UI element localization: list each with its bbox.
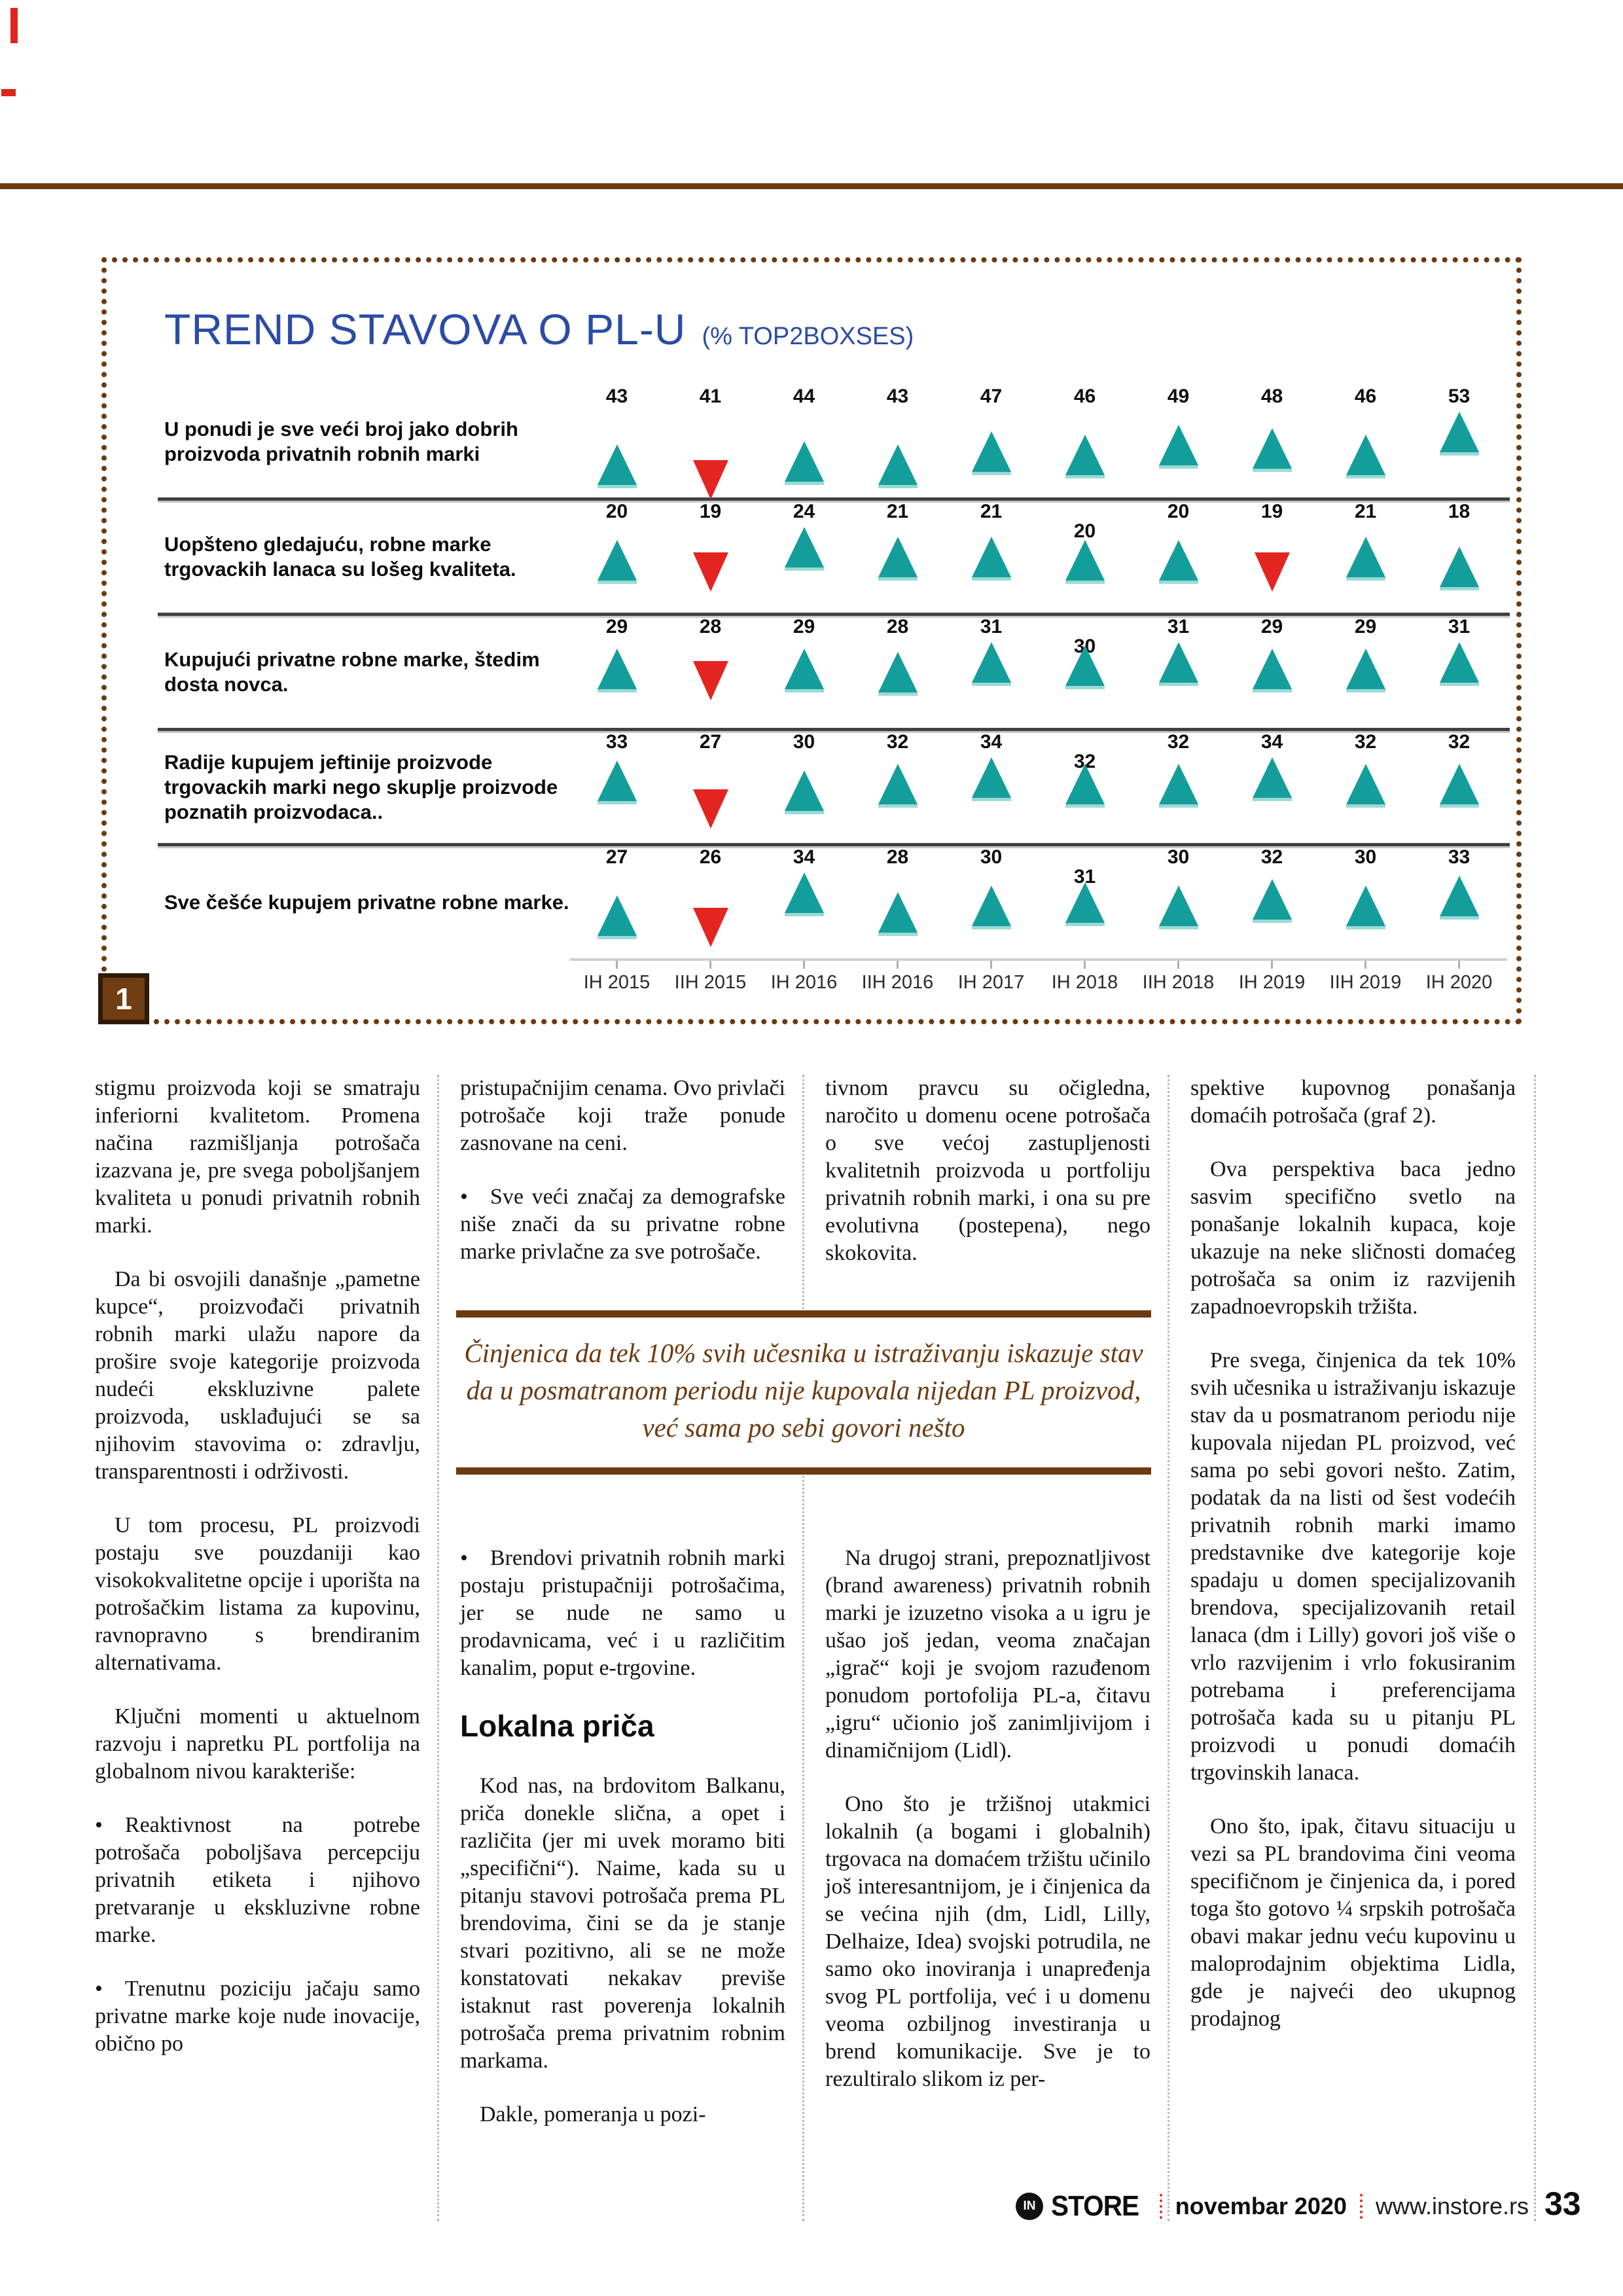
marker-value: 21 (1354, 501, 1377, 522)
up-triangle-icon (1065, 540, 1105, 581)
chart-marker (1412, 501, 1506, 613)
column-divider (1168, 1075, 1169, 2221)
up-triangle-icon (972, 757, 1011, 798)
chart-rows (107, 386, 1516, 958)
chart-marker (1132, 731, 1225, 843)
paragraph: Kod nas, na brdovitom Balkanu, priča donekle slična, a opet i različita (jer mi uvek moramo biti „specifični“). Naime, kada su u pitanju stavovi potrošača prema PL brendovima, čini se da je stanje stvari pozitivno, ali se ne može konstatovati nekakav previše istaknut rast poverenja lokalnih potrošača prema privatnim robnim markama. (460, 1774, 785, 2073)
down-triangle-icon (693, 552, 728, 592)
chart-marker (851, 846, 944, 958)
chart-marker (664, 501, 757, 613)
text-column-2-top (460, 1075, 785, 1292)
marker-value: 32 (1448, 731, 1471, 753)
chart-row (107, 731, 1516, 843)
chart-marker (664, 846, 757, 958)
marker-value: 32 (1354, 731, 1377, 753)
marker-value: 29 (1260, 616, 1283, 637)
pull-quote (456, 1310, 1151, 1475)
marker-value: 44 (793, 386, 815, 407)
marker-value: 34 (1260, 731, 1283, 753)
marker-value: 48 (1260, 386, 1283, 407)
down-triangle-icon (1255, 552, 1290, 592)
chart-marker (1412, 386, 1506, 497)
statement-label: Uopšteno gledajuću, robne marke trgovackih lanaca su lošeg kvaliteta. (164, 532, 516, 581)
chart-marker (1225, 501, 1319, 613)
down-triangle-icon (693, 661, 728, 700)
marker-value: 43 (886, 386, 909, 407)
chart-marker (1412, 846, 1506, 958)
marker-value: 46 (1354, 386, 1377, 407)
section-heading: Lokalna priča (460, 1709, 654, 1743)
up-triangle-icon (1346, 649, 1385, 689)
up-triangle-icon (597, 761, 637, 801)
marker-value: 53 (1448, 386, 1471, 407)
chart-marker (851, 386, 944, 497)
x-axis-label: IH 2018 (1051, 972, 1118, 993)
chart-marker (1319, 616, 1412, 728)
marker-value: 47 (980, 386, 1003, 407)
chart-marker (757, 386, 851, 497)
up-triangle-icon (785, 649, 824, 689)
chart-marker (944, 616, 1038, 728)
paragraph: Ova perspektiva baca jedno sasvim specifično svetlo na ponašanje lokalnih kupaca, koje ukazuje na neke sličnosti domaćeg potrošača sa onim iz razvijenih zapadnoevropskih tržišta. (1190, 1157, 1516, 1319)
paragraph: U tom procesu, PL proizvodi postaju sve pouzdaniji kao visokokvalitetne opcije i uporišta na potrošačkim listama za kupovinu, ravnopravno s brendiranim alternativama. (95, 1513, 420, 1675)
up-triangle-icon (1440, 642, 1479, 683)
column-divider (1534, 1075, 1536, 2221)
footer-divider (1360, 2194, 1363, 2219)
chart-row (107, 501, 1516, 613)
chart-marker (1038, 846, 1132, 958)
marker-value: 32 (1073, 751, 1096, 772)
up-triangle-icon (785, 872, 824, 913)
up-triangle-icon (878, 537, 918, 577)
up-triangle-icon (1440, 876, 1479, 916)
chart-marker (1132, 846, 1225, 958)
up-triangle-icon (972, 431, 1011, 472)
bullet-paragraph: • Sve veći značaj za demografske niše znači da su privatne robne marke privlačne za sve potrošače. (460, 1183, 785, 1266)
paragraph: stigmu proizvoda koji se smatraju inferiorni kvalitetom. Promena načina razmišljanja potrošača izazvana je, pre svega poboljšanjem kvaliteta u ponudi privatnih robnih marki. (95, 1076, 420, 1238)
up-triangle-icon (1065, 764, 1105, 804)
up-triangle-icon (1253, 879, 1292, 920)
up-triangle-icon (878, 444, 918, 485)
chart-marker (1319, 846, 1412, 958)
down-triangle-icon (693, 908, 728, 947)
pull-quote-bottom-rule (456, 1467, 1151, 1475)
up-triangle-icon (1159, 764, 1198, 804)
chart-marker (1038, 616, 1132, 728)
up-triangle-icon (1159, 642, 1198, 683)
marker-value: 34 (793, 846, 815, 868)
marker-value: 20 (1073, 520, 1096, 542)
chart-marker (1132, 501, 1225, 613)
bullet-paragraph: • Brendovi privatnih robnih marki postaju pristupačniji potrošačima, jer se nude ne samo u prodavnicama, već i u različitim kanalim, poput e-trgovine. (460, 1545, 785, 1682)
down-triangle-icon (693, 789, 728, 829)
chart-marker (1225, 846, 1319, 958)
marker-value: 30 (1073, 636, 1096, 657)
paragraph: Dakle, pomeranja u pozi- (480, 2102, 706, 2126)
marker-value: 30 (980, 846, 1003, 868)
up-triangle-icon (1065, 435, 1105, 475)
marker-value: 33 (1448, 846, 1471, 868)
paragraph: tivnom pravcu su očigledna, naročito u domenu ocene potrošača o sve većoj zastupljenosti kvalitetnih proizvoda u portfoliju privatnih robnih marki, i ona su pre evolutivna (postepena), nego skokovita. (825, 1076, 1150, 1265)
x-axis-label: IH 2015 (583, 972, 651, 993)
chart-marker (1225, 616, 1319, 728)
up-triangle-icon (1159, 886, 1198, 926)
chart-marker (944, 501, 1038, 613)
chart-marker (570, 731, 664, 843)
x-axis-label: IH 2020 (1425, 972, 1493, 993)
chart-title-main: TREND STAVOVA O PL-U (164, 305, 687, 353)
marker-value: 33 (605, 731, 628, 753)
marker-value: 30 (1167, 846, 1190, 868)
marker-value: 20 (1167, 501, 1190, 522)
chart-marker (1038, 501, 1132, 613)
chart-row (107, 846, 1516, 958)
chart-marker (944, 731, 1038, 843)
marker-value: 32 (886, 731, 909, 753)
marker-value: 24 (793, 501, 815, 522)
column-divider (802, 1075, 804, 2221)
x-axis-label: IIH 2016 (861, 972, 934, 993)
chart-row (107, 616, 1516, 728)
marker-value: 49 (1167, 386, 1190, 407)
marker-value: 31 (980, 616, 1003, 637)
article-body (0, 1075, 1623, 2246)
marker-value: 21 (886, 501, 909, 522)
up-triangle-icon (1346, 886, 1385, 926)
chart-marker (570, 501, 664, 613)
paragraph: pristupačnijim cenama. Ovo privlači potrošače koji traže ponude zasnovane na ceni. (460, 1076, 785, 1155)
chart-marker (1319, 386, 1412, 497)
marker-value: 34 (980, 731, 1003, 753)
marker-value: 27 (699, 731, 722, 753)
chart-marker (1132, 616, 1225, 728)
pull-quote-text: Činjenica da tek 10% svih učesnika u istraživanju iskazuje stav da u posmatranom periodu nije kupovala nijedan PL proizvod, već sama po sebi govori nešto (464, 1338, 1143, 1443)
chart-marker (664, 731, 757, 843)
crop-mark-horizontal (1, 89, 16, 96)
up-triangle-icon (785, 770, 824, 811)
up-triangle-icon (1253, 428, 1292, 469)
paragraph: Na drugoj strani, prepoznatljivost (brand awareness) privatnih robnih marki je izuzetno visoka a u igru je ušao još jedan, veoma značajan „igrač“ koji je svojom razuđenom ponudom portofolija PL-a, čitavu „igru“ učionio još zanimljivijom i dinamičnijom (Lidl). (825, 1546, 1150, 1763)
marker-value: 46 (1073, 386, 1096, 407)
up-triangle-icon (1346, 764, 1385, 804)
x-axis-labels (570, 972, 1507, 994)
marker-value: 31 (1448, 616, 1471, 637)
up-triangle-icon (972, 537, 1011, 577)
up-triangle-icon (597, 444, 637, 485)
chart-marker (757, 731, 851, 843)
up-triangle-icon (597, 649, 637, 689)
x-axis-label: IIH 2018 (1142, 972, 1215, 993)
chart-marker (570, 616, 664, 728)
paragraph: Ono što je tržišnoj utakmici lokalnih (a bogami i globalnih) trgovaca na domaćem tržištu učinilo još interesantnijom, je i činjenica da se većina njih (dm, Lidl, Lilly, Delhaize, Idea) svojski potrudila, ne samo oko inoviranja i unapređenja svog PL portfolija, već i u domenu veoma ozbiljnog investiranja u brend komunikacije. Sve je to rezultiralo slikom iz per- (825, 1792, 1150, 2091)
marker-value: 26 (699, 846, 722, 868)
up-triangle-icon (1065, 882, 1105, 923)
up-triangle-icon (1253, 757, 1292, 798)
text-column-4 (1190, 1075, 1516, 2059)
up-triangle-icon (597, 895, 637, 936)
down-triangle-icon (693, 460, 728, 499)
marker-value: 21 (980, 501, 1003, 522)
marker-value: 31 (1167, 616, 1190, 637)
marker-value: 32 (1260, 846, 1283, 868)
footer-brand-line (1016, 2190, 1529, 2223)
marker-value: 28 (886, 616, 909, 637)
figure-number-badge: 1 (98, 973, 149, 1024)
up-triangle-icon (1440, 764, 1479, 804)
chart-marker (1412, 731, 1506, 843)
text-column-3-top (825, 1075, 1150, 1293)
chart-marker (944, 386, 1038, 497)
chart-marker (757, 501, 851, 613)
chart-marker (851, 616, 944, 728)
text-column-2-bottom (460, 1545, 785, 2155)
up-triangle-icon (878, 764, 918, 804)
chart-marker (1132, 386, 1225, 497)
footer-date: novembar 2020 (1175, 2193, 1347, 2219)
up-triangle-icon (1440, 547, 1479, 587)
top-rule (0, 183, 1623, 189)
chart-marker (1319, 731, 1412, 843)
chart-marker (1225, 386, 1319, 497)
x-axis-label: IH 2017 (957, 972, 1025, 993)
marker-value: 28 (699, 616, 722, 637)
footer-divider (1160, 2194, 1162, 2219)
chart-marker (570, 386, 664, 497)
statement-label: Sve češće kupujem privatne robne marke. (164, 890, 569, 914)
up-triangle-icon (972, 642, 1011, 683)
pull-quote-top-rule (456, 1310, 1151, 1318)
marker-value: 19 (699, 501, 722, 522)
page-footer (0, 2185, 1623, 2232)
up-triangle-icon (878, 892, 918, 933)
footer-brand: STORE (1051, 2190, 1139, 2222)
crop-mark-vertical (10, 8, 18, 43)
chart-marker (664, 616, 757, 728)
x-axis-label: IH 2019 (1238, 972, 1306, 993)
marker-value: 20 (605, 501, 628, 522)
chart-marker (851, 731, 944, 843)
marker-value: 19 (1260, 501, 1283, 522)
marker-value: 29 (605, 616, 628, 637)
paragraph: Da bi osvojili današnje „pametne kupce“, proizvođači privatnih robnih marki ulažu napore da prošire svoje kategorije proizvoda nudeći ekskluzivne palete proizvoda, usklađujući se sa njihovim stavovima o: zdravlju, transparentnosti i održivosti. (95, 1267, 420, 1484)
chart-marker (664, 386, 757, 497)
instore-logo-icon: IN (1016, 2193, 1043, 2220)
marker-value: 43 (605, 386, 628, 407)
paragraph: Pre svega, činjenica da tek 10% svih učesnika u istraživanju iskazuje stav da u posmatranom periodu nije kupovala nijedan PL proizvod, već sama po sebi govori nešto. Zatim, podatak da na listi od šest vodećih privatnih robnih marki imamo predstavnike dve kategorije koje spadaju u domen specijalizovanih brendova, specijalizovanih retail lanaca (dm i Lilly) govori još više o vrlo razvijenim i vrlo fokusiranim potrebama i preferencijama potrošača kada su u pitanju PL proizvodi u ponudi domaćih trgovinskih lanaca. (1190, 1348, 1516, 1785)
text-column-3-bottom (825, 1545, 1150, 2119)
chart-marker (1225, 731, 1319, 843)
up-triangle-icon (785, 527, 824, 567)
marker-value: 27 (605, 846, 628, 868)
statement-label: Radije kupujem jeftinije proizvode trgovackih marki nego skuplje proizvode poznatih proizvodaca.. (164, 750, 558, 823)
bullet-paragraph: • Trenutnu poziciju jačaju samo privatne marke koje nude inovacije, obično po (95, 1975, 420, 2058)
up-triangle-icon (1346, 435, 1385, 475)
column-divider (437, 1075, 439, 2221)
chart-marker (757, 846, 851, 958)
chart-row (107, 386, 1516, 497)
footer-website: www.instore.rs (1375, 2193, 1529, 2219)
marker-value: 18 (1448, 501, 1471, 522)
trend-chart-panel (101, 257, 1522, 1024)
up-triangle-icon (972, 886, 1011, 926)
chart-marker (757, 616, 851, 728)
x-axis-label: IH 2016 (770, 972, 838, 993)
statement-label: Kupujući privatne robne marke, štedim dosta novca. (164, 647, 540, 696)
x-axis-ticks (570, 961, 1507, 969)
up-triangle-icon (597, 540, 637, 581)
marker-value: 29 (1354, 616, 1377, 637)
x-axis-label: IIH 2019 (1329, 972, 1402, 993)
up-triangle-icon (1440, 412, 1479, 452)
marker-value: 31 (1073, 866, 1096, 888)
marker-value: 30 (1354, 846, 1377, 868)
up-triangle-icon (1346, 537, 1385, 577)
up-triangle-icon (1253, 649, 1292, 689)
paragraph: Ono što, ipak, čitavu situaciju u vezi sa PL brandovima čini veoma specifičnom je činjenica da, i pored toga što gotovo ¼ srpskih potrošača obavi makar jednu veću kupovinu u maloprodajnim objektima Lidla, gde je najveći deo ukupnog prodajnog (1190, 1814, 1516, 2031)
x-axis-label: IIH 2015 (674, 972, 747, 993)
up-triangle-icon (1159, 425, 1198, 465)
chart-marker (1038, 386, 1132, 497)
marker-value: 29 (793, 616, 815, 637)
paragraph: Ključni momenti u aktuelnom razvoju i napretku PL portfolija na globalnom nivou karakteriše: (95, 1704, 420, 1784)
chart-title (164, 304, 1516, 354)
marker-value: 30 (793, 731, 815, 753)
marker-value: 32 (1167, 731, 1190, 753)
chart-marker (1412, 616, 1506, 728)
up-triangle-icon (785, 441, 824, 482)
bullet-paragraph: • Reaktivnost na potrebe potrošača poboljšava percepciju privatnih etiketa i njihovo pretvaranje u ekskluzivne robne marke. (95, 1812, 420, 1949)
up-triangle-icon (878, 652, 918, 692)
up-triangle-icon (1159, 540, 1198, 581)
marker-value: 41 (699, 386, 722, 407)
marker-value: 28 (886, 846, 909, 868)
chart-marker (1038, 731, 1132, 843)
chart-marker (851, 501, 944, 613)
text-column-1 (95, 1075, 420, 2084)
chart-marker (944, 846, 1038, 958)
chart-marker (570, 846, 664, 958)
paragraph: spektive kupovnog ponašanja domaćih potrošača (graf 2). (1190, 1076, 1516, 1128)
chart-title-sub: (% TOP2BOXSES) (702, 323, 914, 350)
page-number: 33 (1544, 2185, 1581, 2222)
statement-label: U ponudi je sve veći broj jako dobrih proizvoda privatnih robnih marki (164, 417, 518, 465)
chart-marker (1319, 501, 1412, 613)
up-triangle-icon (1065, 645, 1105, 686)
